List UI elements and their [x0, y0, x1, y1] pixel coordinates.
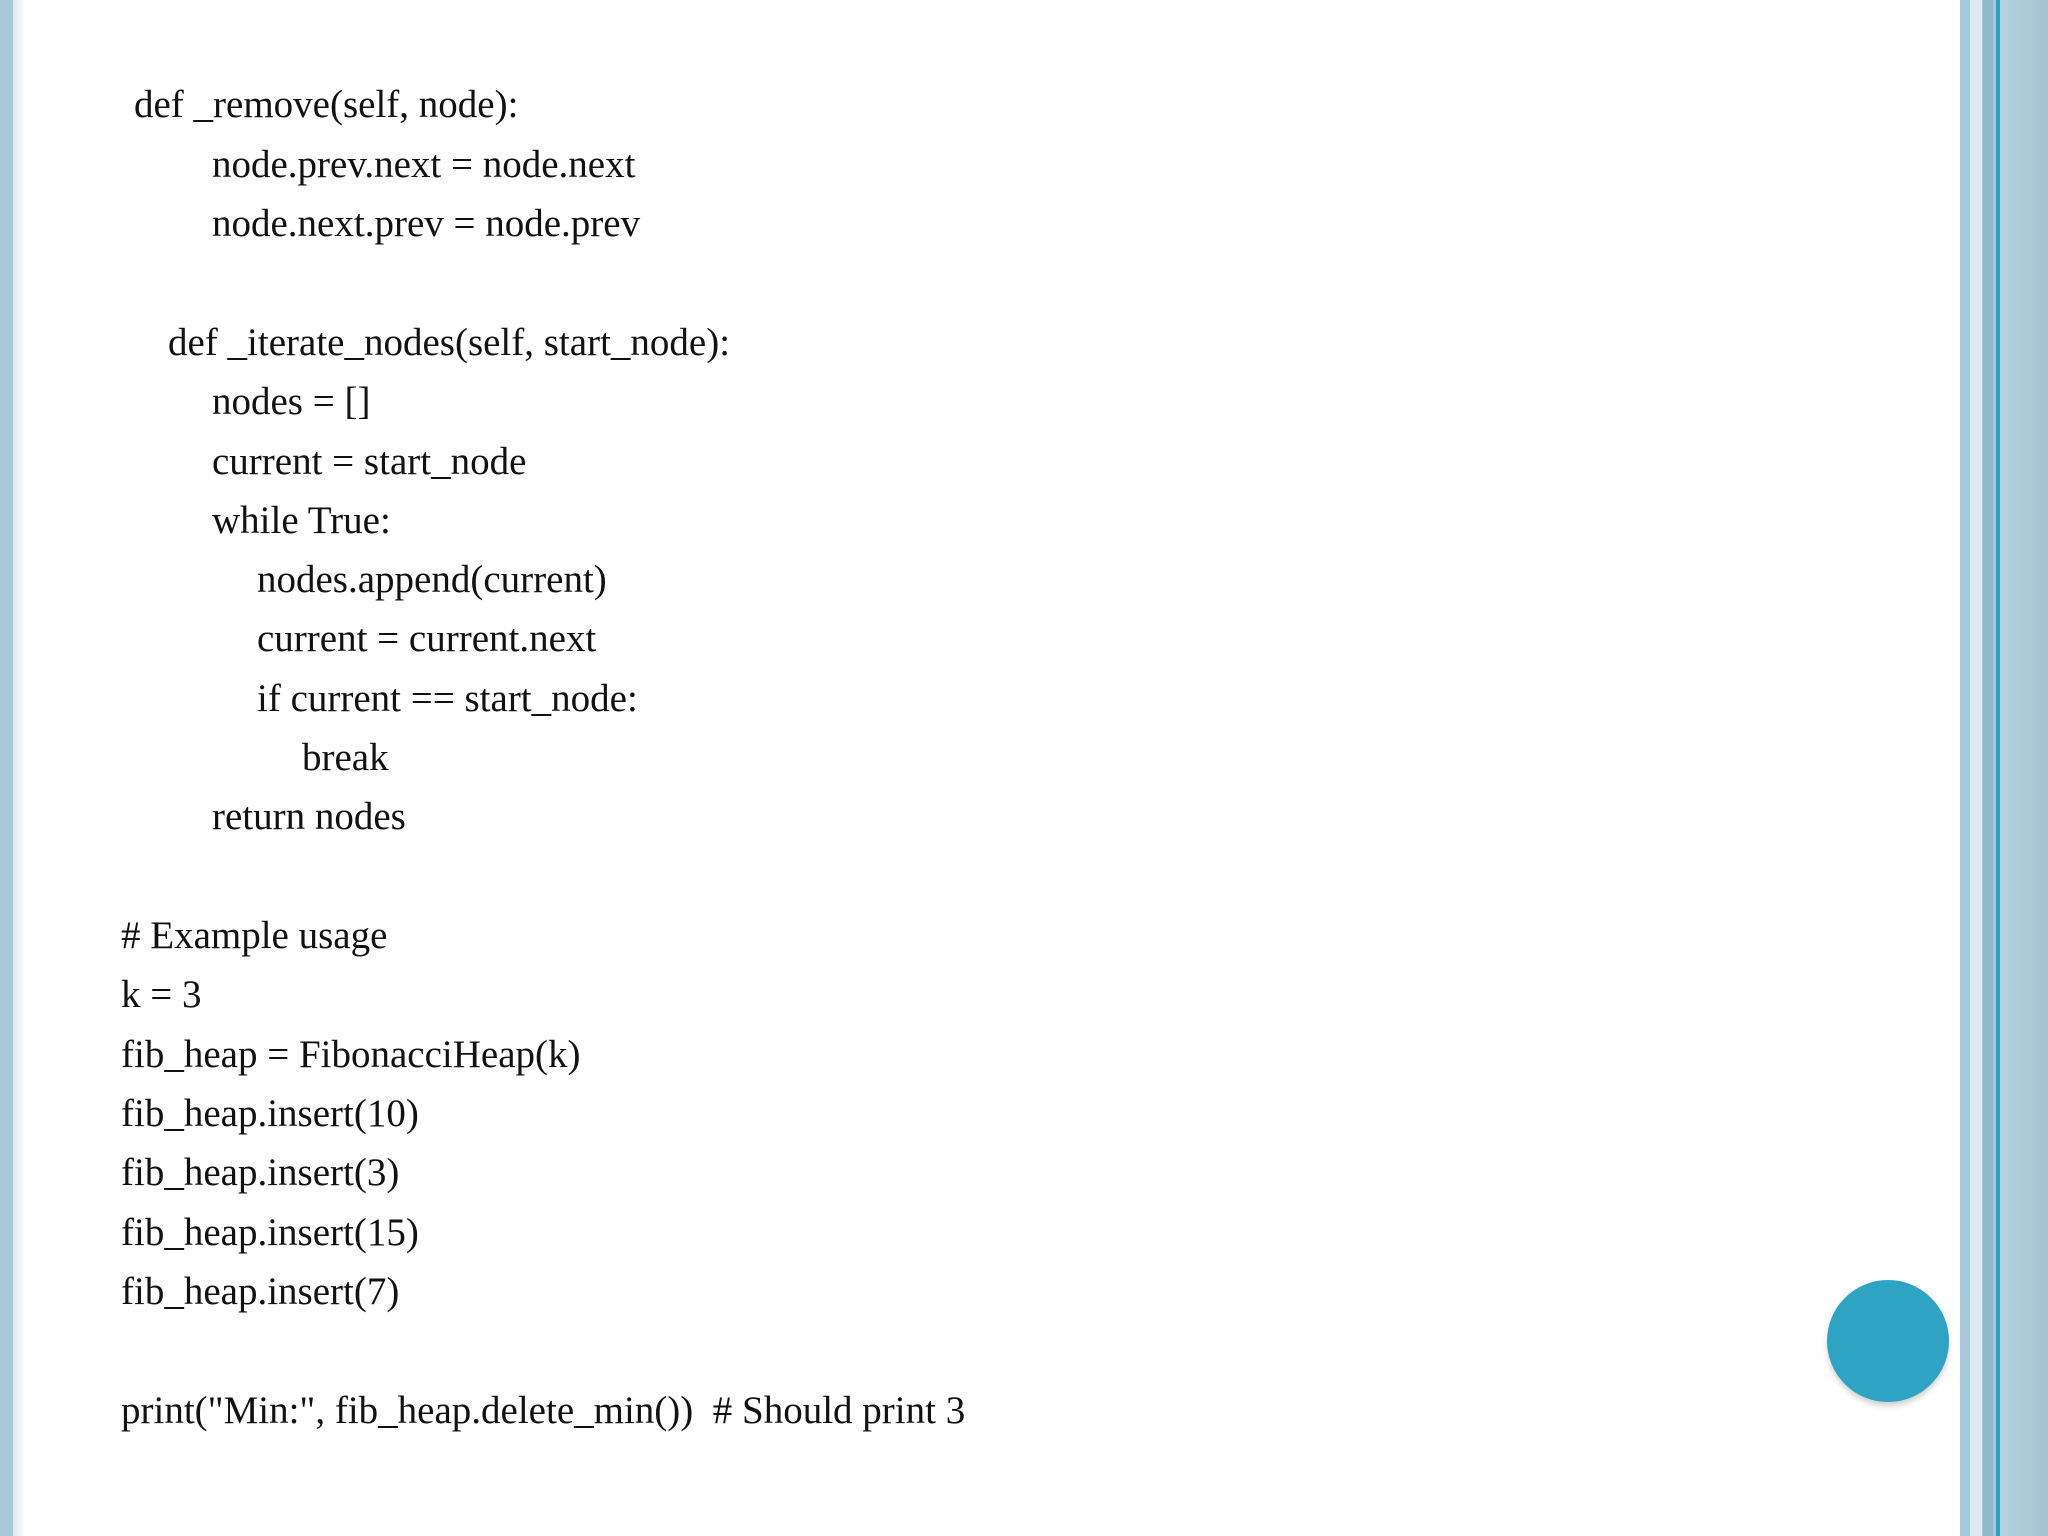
code-line: fib_heap.insert(10)	[121, 1092, 419, 1135]
decorative-circle-badge	[1827, 1280, 1949, 1402]
code-line: while True:	[212, 499, 391, 542]
code-line: def _remove(self, node):	[134, 83, 519, 126]
code-line: nodes.append(current)	[257, 558, 607, 601]
code-line: nodes = []	[212, 380, 371, 423]
right-panel-band	[1983, 0, 1993, 1536]
right-panel-inner	[2000, 0, 2048, 1536]
code-line: fib_heap.insert(7)	[121, 1270, 400, 1313]
code-line: fib_heap = FibonacciHeap(k)	[121, 1033, 581, 1076]
code-block	[0, 0, 966, 1432]
code-line: node.prev.next = node.next	[212, 143, 636, 186]
code-line: # Example usage	[121, 914, 388, 957]
code-line: fib_heap.insert(15)	[121, 1211, 419, 1254]
code-line: break	[302, 736, 389, 779]
code-line: current = start_node	[212, 440, 527, 483]
code-line: current = current.next	[257, 617, 597, 660]
code-line: if current == start_node:	[257, 677, 638, 720]
code-line: return nodes	[212, 795, 406, 838]
code-line: fib_heap.insert(3)	[121, 1151, 400, 1194]
code-line: node.next.prev = node.prev	[212, 202, 641, 245]
code-line: k = 3	[121, 973, 202, 1016]
code-line: print("Min:", fib_heap.delete_min()) # Should print 3	[121, 1389, 966, 1432]
code-line: def _iterate_nodes(self, start_node):	[168, 321, 731, 364]
right-panel-gap	[1970, 0, 1982, 1536]
